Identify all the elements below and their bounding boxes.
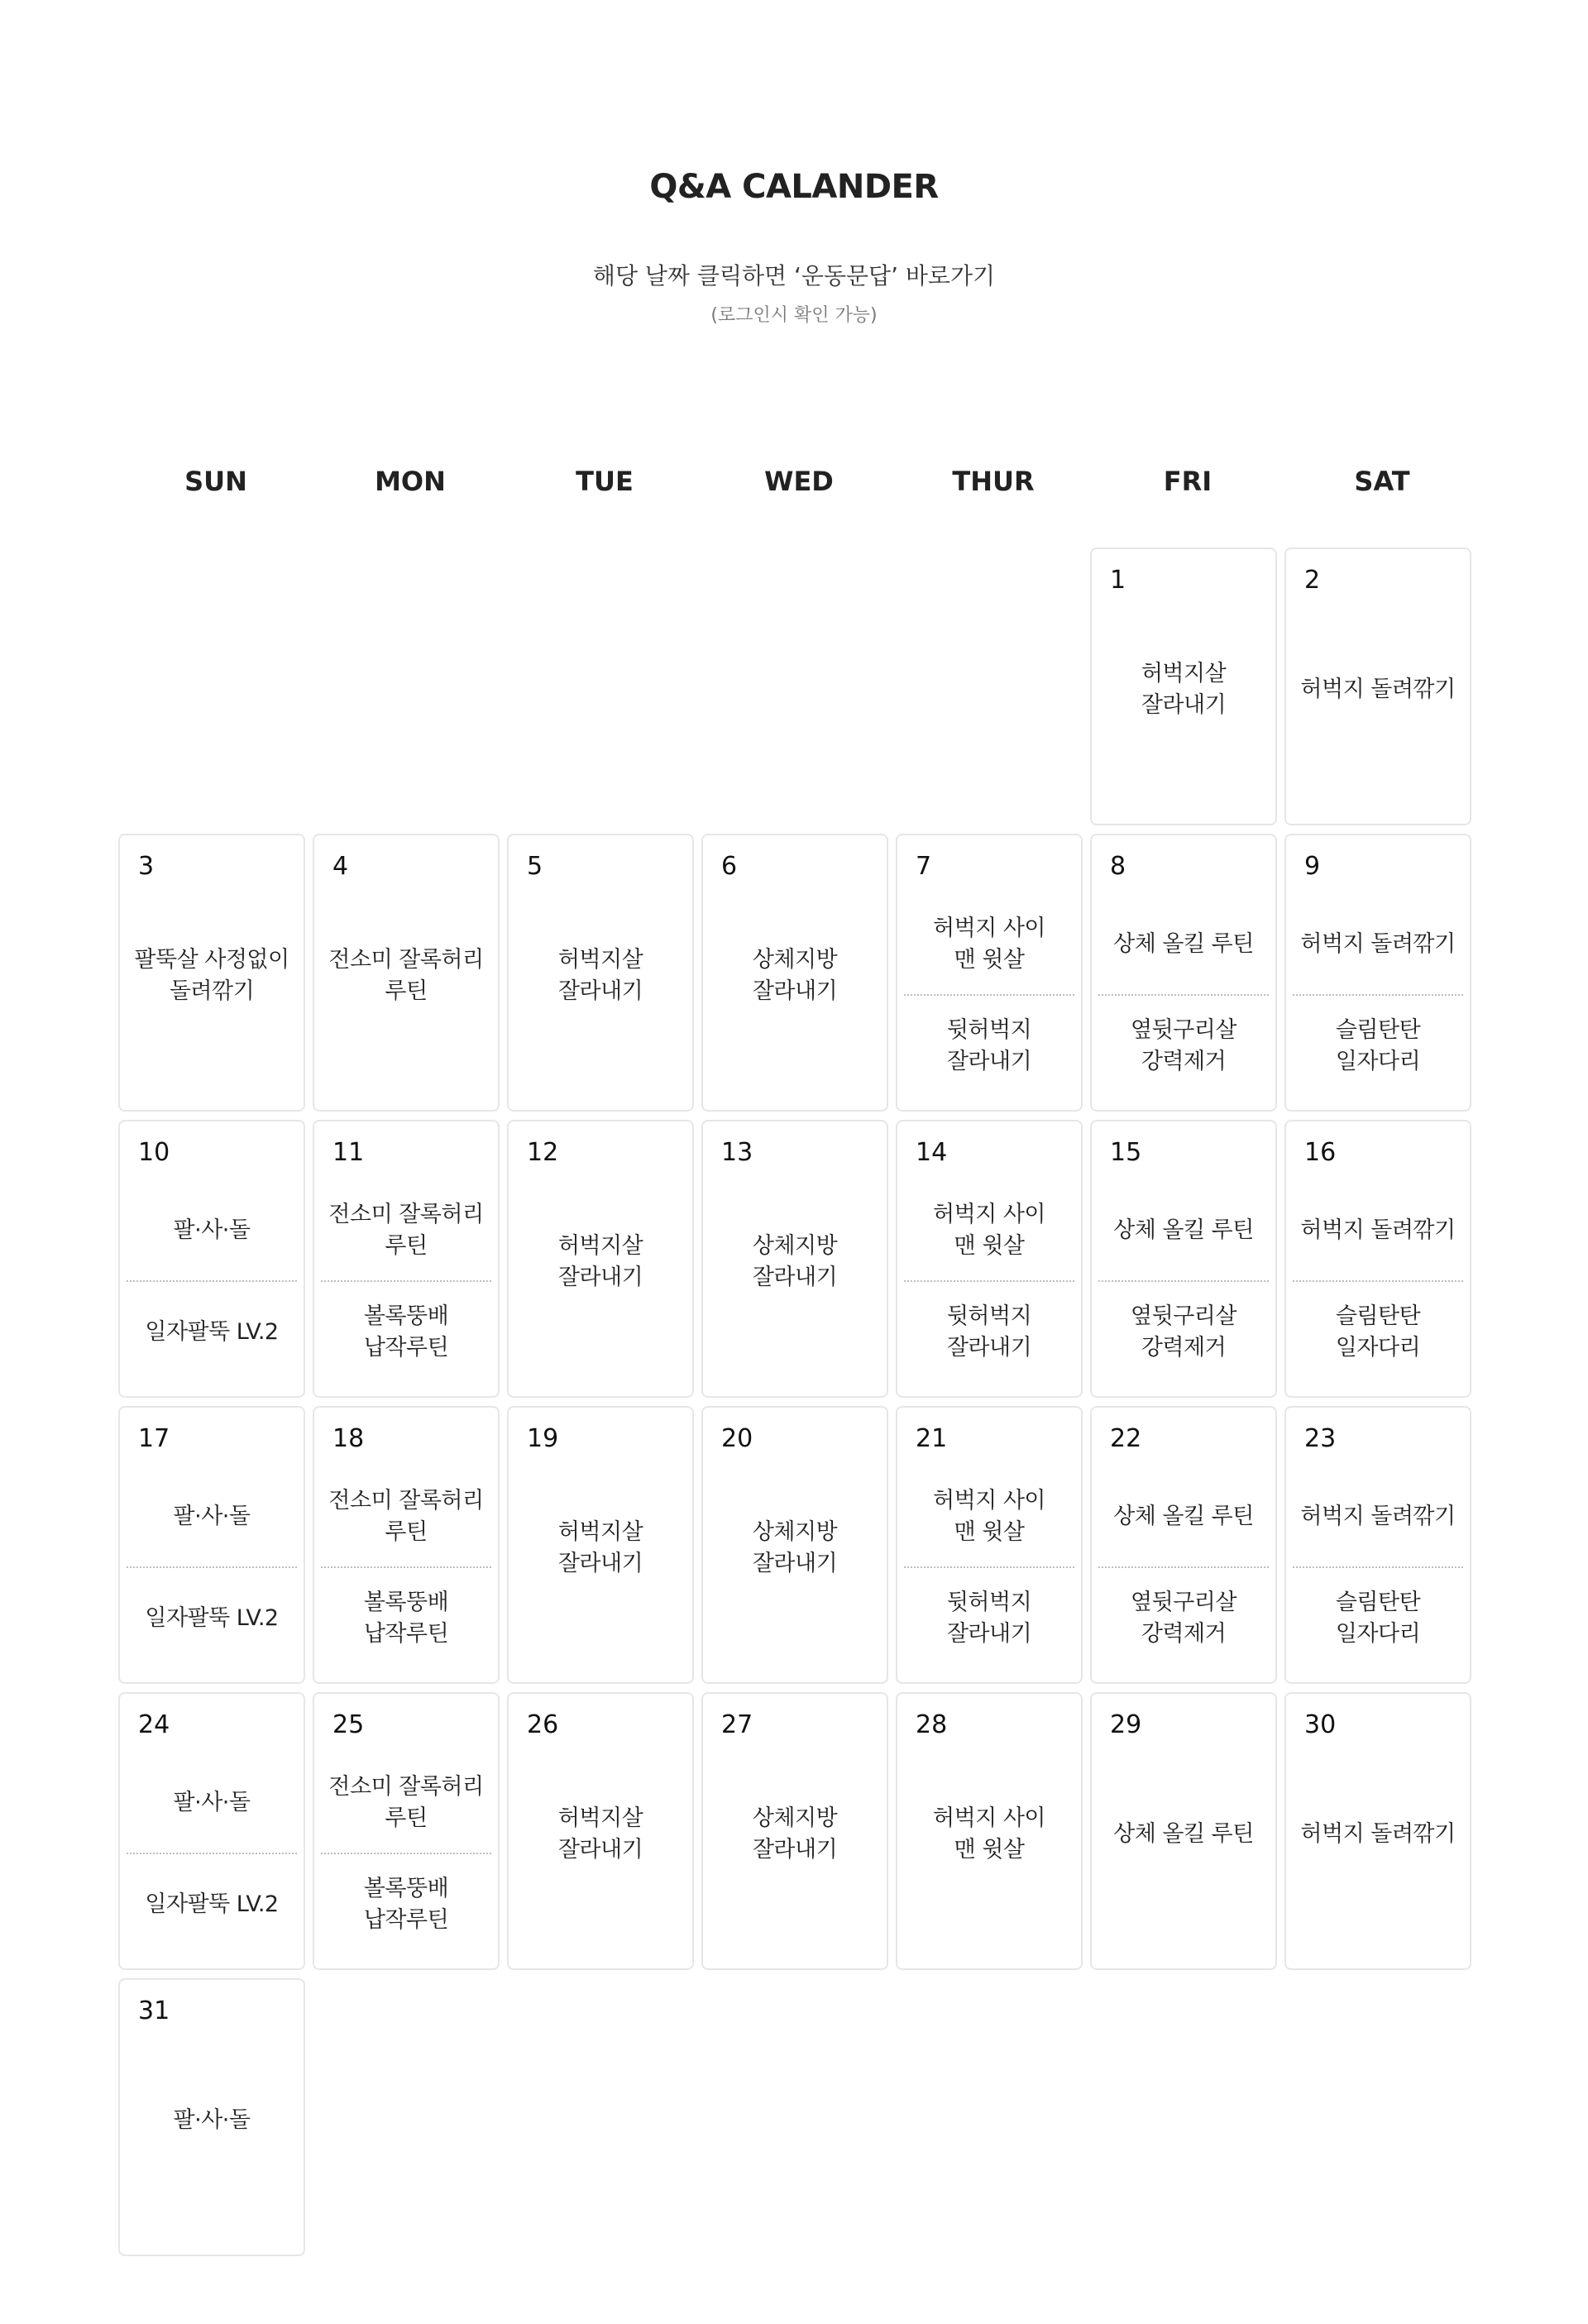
dotted-divider bbox=[1293, 994, 1463, 996]
dotted-divider bbox=[321, 1280, 491, 1282]
weekday-wed: WED bbox=[764, 466, 834, 497]
workout-link[interactable]: 일자팔뚝 LV.2 bbox=[145, 1891, 279, 1917]
workout-link[interactable]: 옆뒷구리살 강력제거 bbox=[1131, 1017, 1236, 1074]
workout-link[interactable]: 허벅지 사이 맨 윗살 bbox=[933, 916, 1045, 973]
calendar-day-19[interactable] bbox=[507, 1406, 694, 1684]
calendar-day-23[interactable] bbox=[1284, 1406, 1471, 1684]
workout-link[interactable]: 허벅지 돌려깎기 bbox=[1300, 1217, 1456, 1243]
day-number: 12 bbox=[527, 1138, 559, 1167]
day-number: 28 bbox=[916, 1710, 948, 1739]
day-number: 27 bbox=[721, 1710, 753, 1739]
calendar-day-16[interactable] bbox=[1284, 1120, 1471, 1398]
dotted-divider bbox=[127, 1853, 297, 1854]
workout-link[interactable]: 팔·사·돌 bbox=[173, 1504, 251, 1529]
calendar-day-24[interactable] bbox=[118, 1692, 305, 1970]
workout-link[interactable]: 허벅지 돌려깎기 bbox=[1300, 931, 1456, 957]
day-number: 20 bbox=[721, 1424, 753, 1453]
workout-link[interactable]: 상체 올킬 루틴 bbox=[1113, 1821, 1254, 1847]
calendar-day-15[interactable] bbox=[1090, 1120, 1277, 1398]
workout-link[interactable]: 상체 올킬 루틴 bbox=[1113, 1504, 1254, 1529]
calendar-day-27[interactable] bbox=[701, 1692, 888, 1970]
workout-link[interactable]: 허벅지 돌려깎기 bbox=[1300, 1821, 1456, 1847]
workout-link[interactable]: 허벅지살 잘라내기 bbox=[557, 1805, 643, 1863]
workout-link[interactable]: 옆뒷구리살 강력제거 bbox=[1131, 1590, 1236, 1647]
dotted-divider bbox=[1293, 1566, 1463, 1568]
workout-link[interactable]: 슬림탄탄 일자다리 bbox=[1335, 1590, 1421, 1647]
calendar-day-12[interactable] bbox=[507, 1120, 694, 1398]
workout-link[interactable]: 팔뚝살 사정없이 돌려깎기 bbox=[134, 947, 289, 1004]
workout-link[interactable]: 전소미 잘록허리 루틴 bbox=[328, 1774, 484, 1831]
day-number: 6 bbox=[721, 852, 738, 881]
dotted-divider bbox=[1098, 1280, 1269, 1282]
workout-link[interactable]: 볼록뚱배 납작루틴 bbox=[363, 1303, 449, 1360]
dotted-divider bbox=[127, 1566, 297, 1568]
day-number: 23 bbox=[1304, 1424, 1337, 1453]
calendar-day-18[interactable] bbox=[313, 1406, 500, 1684]
calendar-day-22[interactable] bbox=[1090, 1406, 1277, 1684]
calendar-title: Q&A CALANDER bbox=[649, 168, 939, 206]
workout-link[interactable]: 뒷허벅지 잘라내기 bbox=[946, 1590, 1032, 1647]
weekday-sat: SAT bbox=[1354, 466, 1410, 497]
calendar-day-10[interactable] bbox=[118, 1120, 305, 1398]
workout-link[interactable]: 상체지방 잘라내기 bbox=[752, 1519, 838, 1576]
calendar-day-4[interactable] bbox=[313, 834, 500, 1112]
dotted-divider bbox=[904, 1566, 1074, 1568]
workout-link[interactable]: 팔·사·돌 bbox=[173, 1217, 251, 1243]
day-number: 26 bbox=[527, 1710, 559, 1739]
workout-link[interactable]: 뒷허벅지 잘라내기 bbox=[946, 1017, 1032, 1074]
day-number: 22 bbox=[1110, 1424, 1142, 1453]
dotted-divider bbox=[1098, 1566, 1269, 1568]
day-number: 21 bbox=[916, 1424, 948, 1453]
workout-link[interactable]: 허벅지살 잘라내기 bbox=[1141, 661, 1227, 718]
day-number: 31 bbox=[138, 1996, 170, 2025]
day-number: 18 bbox=[332, 1424, 365, 1453]
workout-link[interactable]: 전소미 잘록허리 루틴 bbox=[328, 1488, 484, 1545]
workout-link[interactable]: 전소미 잘록허리 루틴 bbox=[328, 1202, 484, 1259]
workout-link[interactable]: 슬림탄탄 일자다리 bbox=[1335, 1303, 1421, 1360]
day-number: 2 bbox=[1304, 566, 1321, 595]
day-number: 13 bbox=[721, 1138, 753, 1167]
workout-link[interactable]: 전소미 잘록허리 루틴 bbox=[328, 947, 484, 1004]
day-number: 8 bbox=[1110, 852, 1126, 881]
calendar-day-8[interactable] bbox=[1090, 834, 1277, 1112]
calendar-day-28[interactable] bbox=[896, 1692, 1083, 1970]
calendar-day-3[interactable] bbox=[118, 834, 305, 1112]
calendar-subtitle: 해당 날짜 클릭하면 ‘운동문답’ 바로가기 bbox=[592, 262, 996, 289]
dotted-divider bbox=[321, 1853, 491, 1854]
weekday-tue: TUE bbox=[576, 466, 634, 497]
calendar-day-14[interactable] bbox=[896, 1120, 1083, 1398]
weekday-fri: FRI bbox=[1163, 466, 1213, 497]
dotted-divider bbox=[904, 1280, 1074, 1282]
day-number: 7 bbox=[916, 852, 932, 881]
calendar-day-21[interactable] bbox=[896, 1406, 1083, 1684]
calendar-day-20[interactable] bbox=[701, 1406, 888, 1684]
day-number: 5 bbox=[527, 852, 543, 881]
dotted-divider bbox=[127, 1280, 297, 1282]
day-number: 25 bbox=[332, 1710, 365, 1739]
workout-link[interactable]: 팔·사·돌 bbox=[173, 1790, 251, 1815]
workout-link[interactable]: 일자팔뚝 LV.2 bbox=[145, 1605, 279, 1631]
workout-link[interactable]: 허벅지 사이 맨 윗살 bbox=[933, 1488, 1045, 1545]
day-number: 15 bbox=[1110, 1138, 1142, 1167]
day-number: 3 bbox=[138, 852, 155, 881]
workout-link[interactable]: 볼록뚱배 납작루틴 bbox=[363, 1590, 449, 1647]
weekday-sun: SUN bbox=[184, 466, 247, 497]
day-number: 19 bbox=[527, 1424, 559, 1453]
workout-link[interactable]: 허벅지살 잘라내기 bbox=[557, 1233, 643, 1290]
workout-link[interactable]: 슬림탄탄 일자다리 bbox=[1335, 1017, 1421, 1074]
workout-link[interactable]: 상체지방 잘라내기 bbox=[752, 1805, 838, 1863]
workout-link[interactable]: 허벅지 돌려깎기 bbox=[1300, 677, 1456, 702]
calendar-day-30[interactable] bbox=[1284, 1692, 1471, 1970]
weekday-thur: THUR bbox=[952, 466, 1035, 497]
workout-link[interactable]: 상체지방 잘라내기 bbox=[752, 1233, 838, 1290]
calendar-day-5[interactable] bbox=[507, 834, 694, 1112]
workout-link[interactable]: 허벅지 사이 맨 윗살 bbox=[933, 1202, 1045, 1259]
workout-link[interactable]: 허벅지살 잘라내기 bbox=[557, 1519, 643, 1576]
workout-link[interactable]: 허벅지 사이 맨 윗살 bbox=[933, 1805, 1045, 1863]
calendar-day-31[interactable] bbox=[118, 1978, 305, 2256]
dotted-divider bbox=[1098, 994, 1269, 996]
dotted-divider bbox=[321, 1566, 491, 1568]
calendar-day-9[interactable] bbox=[1284, 834, 1471, 1112]
day-number: 29 bbox=[1110, 1710, 1142, 1739]
day-number: 16 bbox=[1304, 1138, 1337, 1167]
calendar-day-13[interactable] bbox=[701, 1120, 888, 1398]
calendar-day-26[interactable] bbox=[507, 1692, 694, 1970]
day-number: 30 bbox=[1304, 1710, 1337, 1739]
day-number: 11 bbox=[332, 1138, 365, 1167]
workout-link[interactable]: 상체 올킬 루틴 bbox=[1113, 1217, 1254, 1243]
day-number: 24 bbox=[138, 1710, 170, 1739]
dotted-divider bbox=[1293, 1280, 1463, 1282]
login-note: (로그인시 확인 가능) bbox=[710, 305, 878, 326]
calendar-day-7[interactable] bbox=[896, 834, 1083, 1112]
workout-link[interactable]: 옆뒷구리살 강력제거 bbox=[1131, 1303, 1236, 1360]
calendar-day-1[interactable] bbox=[1090, 548, 1277, 825]
workout-link[interactable]: 일자팔뚝 LV.2 bbox=[145, 1319, 279, 1345]
workout-link[interactable]: 허벅지살 잘라내기 bbox=[557, 947, 643, 1004]
calendar-day-6[interactable] bbox=[701, 834, 888, 1112]
day-number: 1 bbox=[1110, 566, 1126, 595]
calendar-day-11[interactable] bbox=[313, 1120, 500, 1398]
day-number: 9 bbox=[1304, 852, 1321, 881]
calendar-day-25[interactable] bbox=[313, 1692, 500, 1970]
calendar-day-29[interactable] bbox=[1090, 1692, 1277, 1970]
workout-link[interactable]: 상체 올킬 루틴 bbox=[1113, 931, 1254, 957]
day-number: 4 bbox=[332, 852, 349, 881]
workout-link[interactable]: 뒷허벅지 잘라내기 bbox=[946, 1303, 1032, 1360]
calendar-day-2[interactable] bbox=[1284, 548, 1471, 825]
calendar-day-17[interactable] bbox=[118, 1406, 305, 1684]
workout-link[interactable]: 팔·사·돌 bbox=[173, 2107, 251, 2133]
workout-link[interactable]: 상체지방 잘라내기 bbox=[752, 947, 838, 1004]
day-number: 17 bbox=[138, 1424, 170, 1453]
day-number: 14 bbox=[916, 1138, 948, 1167]
day-number: 10 bbox=[138, 1138, 170, 1167]
weekday-mon: MON bbox=[375, 466, 446, 497]
workout-link[interactable]: 볼록뚱배 납작루틴 bbox=[363, 1876, 449, 1933]
workout-link[interactable]: 허벅지 돌려깎기 bbox=[1300, 1504, 1456, 1529]
dotted-divider bbox=[904, 994, 1074, 996]
